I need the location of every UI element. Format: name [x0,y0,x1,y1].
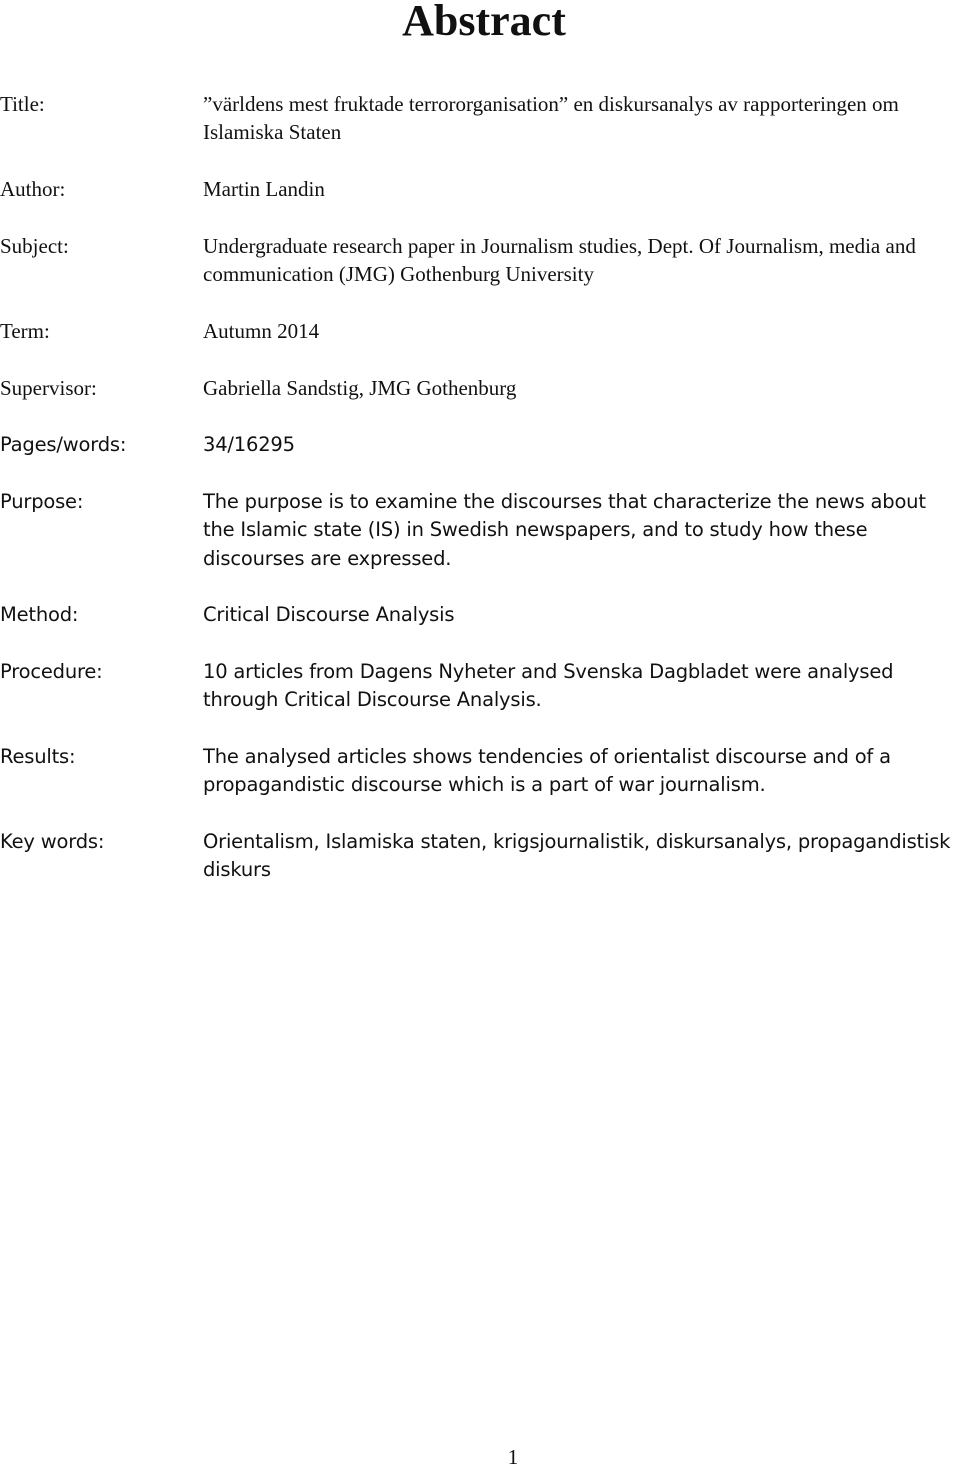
author-label: Author: [0,177,66,201]
purpose-value: The purpose is to examine the discourses that characterize the news about the Islamic state (IS) in Swedish newspapers, and to study how these discourses are expressed. [203,490,926,570]
page-number: 1 [507,1445,519,1469]
method-label: Method: [0,603,79,626]
procedure-value: 10 articles from Dagens Nyheter and Svenska Dagbladet were analysed through Critical Discourse Analysis. [203,660,894,712]
page-title: Abstract [402,0,566,45]
keywords-value: Orientalism, Islamiska staten, krigsjournalistik, diskursanalys, propagandistisk diskurs [203,830,951,882]
title-value: ”världens mest fruktade terrororganisation” en diskursanalys av rapporteringen om Islamiska Staten [203,92,899,145]
keywords-label: Key words: [0,830,105,853]
title-label: Title: [0,92,45,116]
purpose-label: Purpose: [0,490,84,513]
term-value: Autumn 2014 [203,319,320,343]
supervisor-label: Supervisor: [0,376,97,400]
pages-label: Pages/words: [0,433,127,456]
subject-label: Subject: [0,234,69,258]
results-value: The analysed articles shows tendencies of orientalist discourse and of a propagandistic discourse which is a part of war journalism. [203,745,891,797]
subject-value: Undergraduate research paper in Journalism studies, Dept. Of Journalism, media and communication (JMG) Gothenburg University [203,234,916,287]
pages-value: 34/16295 [203,433,295,456]
term-label: Term: [0,319,50,343]
results-label: Results: [0,745,76,768]
supervisor-value: Gabriella Sandstig, JMG Gothenburg [203,376,517,400]
method-value: Critical Discourse Analysis [203,603,455,626]
author-value: Martin Landin [203,177,325,201]
procedure-label: Procedure: [0,660,103,683]
